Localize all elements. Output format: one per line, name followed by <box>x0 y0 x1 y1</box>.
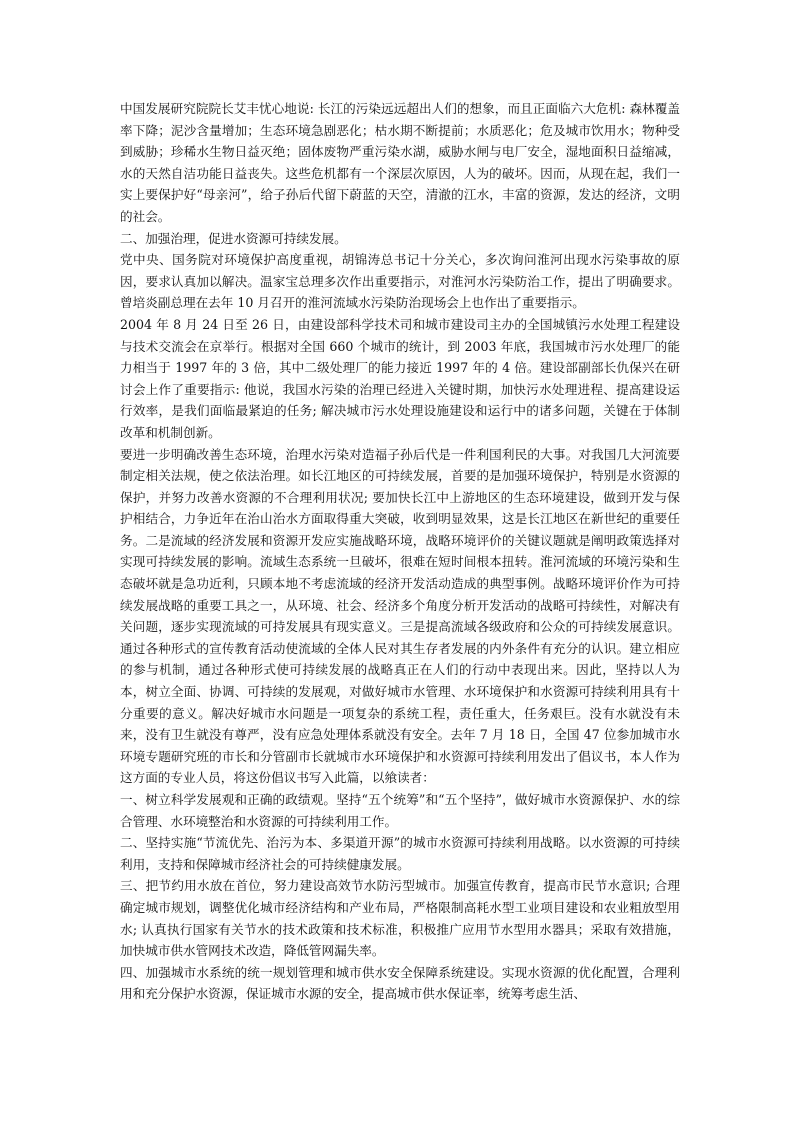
paragraph-3: 党中央、国务院对环境保护高度重视，胡锦涛总书记十分关心，多次询问淮河出现水污染事故的原因，要求认真加以解决。温家宝总理多次作出重要指示，对淮河水污染防治工作，提出了明确要求。曾培炎副总理在去年 10 月召开的淮河流域水污染防治现场会上也作出了重要指示。 <box>120 252 680 311</box>
paragraph-5: 要进一步明确改善生态环境，治理水污染对造福子孙后代是一件利国利民的大事。对我国几大河流要制定相关法规，使之依法治理。如长江地区的可持续发展，首要的是加强环境保护，特别是水资源的保护，并努力改善水资源的不合理利用状况; 要加快长江中上游地区的生态环境建设，做到开发与保护相结合，力争近年在治山治水方面取得重大突破，收到明显效果，这是长江地区在新世纪的重要任务。二是流域的经济发展和资源开发应实施战略环境，战略环境评价的关键议题就是阐明政策选择对实现可持续发展的影响。流域生态系统一旦破坏，很难在短时间根本扭转。淮河流域的环境污染和生态破坏就是急功近利，只顾本地不考虑流域的经济开发活动造成的典型事例。战略环境评价作为可持续发展战略的重要工具之一，从环境、社会、经济多个角度分析开发活动的战略可持续性，对解决有关问题，逐步实现流域的可持发展具有现实意义。三是提高流域各级政府和公众的可持续发展意识。通过各种形式的宣传教育活动使流域的全体人民对其生存者发展的内外条件有充分的认识。建立相应的参与机制，通过各种形式使可持续发展的战略真正在人们的行动中表现出来。因此，坚持以人为本，树立全面、协调、可持续的发展观，对做好城市水管理、水环境保护和水资源可持续利用具有十分重要的意义。解决好城市水问题是一项复杂的系统工程，责任重大，任务艰巨。没有水就没有未来，没有卫生就没有尊严，没有应急处理体系就没有安全。去年 7 月 18 日，全国 47 位参加城市水环境专题研究班的市长和分管副市长就城市水环境保护和水资源可持续利用发出了倡议书，本人作为这方面的专业人员，将这份倡议书写入此篇，以飨读者： <box>120 446 680 786</box>
proposal-item-4: 四、加强城市水系统的统一规划管理和城市供水安全保障系统建设。实现水资源的优化配置，合理利用和充分保护水资源，保证城市水源的安全，提高城市供水保证率，统筹考虑生活、 <box>120 964 680 1002</box>
proposal-item-1: 一、树立科学发展观和正确的政绩观。坚持“五个统筹”和“五个坚持”，做好城市水资源保护、水的综合管理、水环境整治和水资源的可持续利用工作。 <box>120 792 680 829</box>
document-body <box>120 98 680 1005</box>
proposal-item-3: 三、把节约用水放在首位，努力建设高效节水防污型城市。加强宣传教育，提高市民节水意识; 合理确定城市规划，调整优化城市经济结构和产业布局，严格限制高耗水型工业项目建设和农业粗放型用水; 认真执行国家有关节水的技术政策和技术标准，积极推广应用节水型用水器具；采取有效措施，加快城市供水管网技术改造，降低管网漏失率。 <box>120 878 680 959</box>
proposal-item-2: 二、坚持实施“节流优先、治污为本、多渠道开源”的城市水资源可持续利用战略。以水资源的可持续利用，支持和保障城市经济社会的可持续健康发展。 <box>120 835 680 872</box>
paragraph-4: 2004 年 8 月 24 日至 26 日，由建设部科学技术司和城市建设司主办的全国城镇污水处理工程建设与技术交流会在京举行。根据对全国 660 个城市的统计，到 2003 年底，我国城市污水处理厂的能力相当于 1997 年的 3 倍，其中二级处理厂的能力接近 1997 年的 4 倍。建设部副部长仇保兴在研讨会上作了重要指示: 他说，我国水污染的治理已经进入关键时期，加快污水处理进程、提高建设运行效率，是我们面临最紧迫的任务; 解决城市污水处理设施建设和运行中的诸多问题，关键在于体制改革和机制创新。 <box>120 316 680 440</box>
paragraph-1: 中国发展研究院院长艾丰忧心地说: 长江的污染远远超出人们的想象，而且正面临六大危机: 森林覆盖率下降；泥沙含量增加；生态环境急剧恶化；枯水期不断提前；水质恶化；危及城市饮用水；物种受到威胁；珍稀水生物日益灭绝；固体废物严重污染水湖，威胁水闸与电厂安全，湿地面积日益缩减，水的天然自洁功能日益丧失。这些危机都有一个深层次原因，人为的破坏。因而，从现在起，我们一实上要保护好“母亲河”，给子孙后代留下蔚蓝的天空，清澈的江水，丰富的资源，发达的经济，文明的社会。 <box>120 101 680 224</box>
section-heading-2: 二、加强治理，促进水资源可持续发展。 <box>120 230 347 246</box>
